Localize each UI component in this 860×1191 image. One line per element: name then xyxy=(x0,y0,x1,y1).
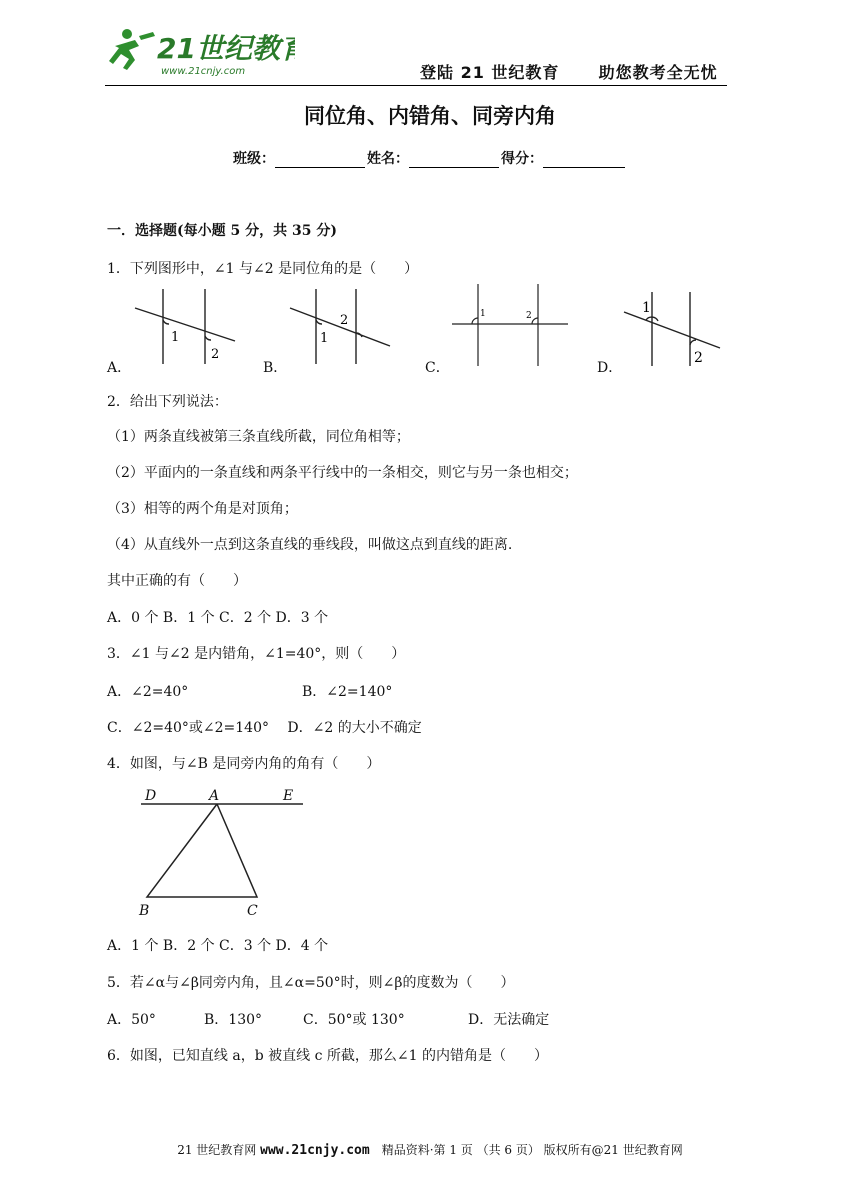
fig-label-2: 2 xyxy=(211,347,220,362)
label-B: B xyxy=(139,903,150,919)
score-blank[interactable] xyxy=(543,153,625,168)
q1-figure-c xyxy=(450,282,570,368)
page-footer xyxy=(0,1141,860,1158)
q3-option-b[interactable]: B．∠2=140° xyxy=(302,684,393,700)
q2-item-1: （1）两条直线被第三条直线所截，同位角相等； xyxy=(107,429,410,445)
class-label: 班级： xyxy=(233,151,275,167)
q5-option-d[interactable]: D．无法确定 xyxy=(468,1012,550,1028)
header-divider xyxy=(105,85,727,86)
q1-stem: 1．下列图形中，∠1 与∠2 是同位角的是（ ） xyxy=(107,261,419,277)
name-blank[interactable] xyxy=(409,153,499,168)
slogan-right: 助您教考全无忧 xyxy=(598,63,718,82)
q1-option-d[interactable]: D． xyxy=(597,360,623,376)
q2-item-2: （2）平面内的一条直线和两条平行线中的一条相交，则它与另一条也相交； xyxy=(107,465,578,481)
fig-label-1: 1 xyxy=(480,309,486,319)
q2-item-3: （3）相等的两个角是对顶角； xyxy=(107,501,298,517)
q6-stem: 6．如图，已知直线 a，b 被直线 c 所截，那么∠1 的内错角是（ ） xyxy=(107,1048,548,1064)
fig-label-2: 2 xyxy=(340,313,349,328)
footer-right: 精品资料·第 1 页 （共 6 页） 版权所有@21 世纪教育网 xyxy=(369,1143,683,1157)
footer-left: 21 世纪教育网 xyxy=(177,1143,261,1157)
q1-figure-a xyxy=(133,286,243,366)
q3-stem: 3．∠1 与∠2 是内错角，∠1=40°，则（ ） xyxy=(107,646,406,662)
q5-stem: 5．若∠α与∠β同旁内角，且∠α=50°时，则∠β的度数为（ ） xyxy=(107,975,515,991)
q1-option-b[interactable]: B． xyxy=(263,360,288,376)
logo-text: 21世纪教育 xyxy=(157,32,295,65)
q1-figure-d xyxy=(622,290,722,368)
page-title: 同位角、内错角、同旁内角 xyxy=(304,104,556,128)
score-label: 得分： xyxy=(501,151,543,167)
slogan-left: 登陆 21 世纪教育 xyxy=(420,63,560,82)
q5-option-a[interactable]: A．50° xyxy=(107,1012,156,1028)
q4-options[interactable]: A．1 个 B．2 个 C．3 个 D．4 个 xyxy=(107,938,329,954)
site-logo xyxy=(105,24,295,80)
q2-stem: 2．给出下列说法： xyxy=(107,394,228,410)
label-D: D xyxy=(145,788,157,804)
fig-label-1: 1 xyxy=(320,331,329,346)
q4-stem: 4．如图，与∠B 是同旁内角的角有（ ） xyxy=(107,756,381,772)
q5-option-b[interactable]: B．130° xyxy=(204,1012,263,1028)
section-heading: 一．选择题(每小题 5 分，共 35 分) xyxy=(107,223,337,239)
label-C: C xyxy=(247,903,258,919)
q2-ask: 其中正确的有（ ） xyxy=(107,573,247,589)
student-info xyxy=(0,148,860,168)
logo-url: www.21cnjy.com xyxy=(161,66,246,77)
q1-option-c[interactable]: C． xyxy=(425,360,450,376)
footer-site-link[interactable]: www.21cnjy.com xyxy=(260,1143,370,1158)
fig-label-2: 2 xyxy=(526,311,532,321)
label-E: E xyxy=(283,788,294,804)
q3-option-a[interactable]: A．∠2=40° xyxy=(107,684,189,700)
q5-option-c[interactable]: C．50°或 130° xyxy=(303,1012,405,1028)
name-label: 姓名： xyxy=(367,151,409,167)
q1-figure-b xyxy=(288,286,398,366)
fig-label-1: 1 xyxy=(171,330,180,345)
label-A: A xyxy=(209,788,220,804)
q1-option-a[interactable]: A． xyxy=(107,360,132,376)
q3-options-cd[interactable]: C．∠2=40°或∠2=140° D．∠2 的大小不确定 xyxy=(107,720,422,736)
class-blank[interactable] xyxy=(275,153,365,168)
fig-label-2: 2 xyxy=(694,350,703,366)
q2-item-4: （4）从直线外一点到这条直线的垂线段，叫做这点到直线的距离. xyxy=(107,537,513,553)
q2-options[interactable]: A．0 个 B．1 个 C．2 个 D．3 个 xyxy=(107,610,329,626)
header-slogan xyxy=(420,60,718,83)
fig-label-1: 1 xyxy=(642,300,651,316)
q4-triangle-figure xyxy=(135,785,310,920)
